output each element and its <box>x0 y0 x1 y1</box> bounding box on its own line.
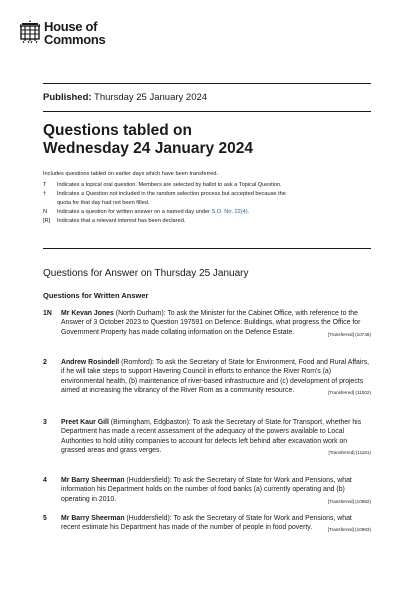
legend-item <box>43 217 363 226</box>
title-line-1: Questions tabled on <box>43 122 192 139</box>
legend-key: T <box>43 182 47 188</box>
question-body <box>61 418 371 456</box>
top-divider <box>43 83 371 84</box>
member-name: Mr Barry Sheerman <box>61 477 125 484</box>
question-text: To ask the Minister for the Cabinet Office, with reference to the Answer of 3 October 2023 to Question 197591 on Defence: Buildings, what progress the Office for Government Property has made collating information on the Defence Estate. <box>61 310 361 336</box>
question-item <box>43 476 373 506</box>
question-text: To ask the Secretary of State for Environment, Food and Rural Affairs, if he will take steps to support Havering Council in efforts to enhance the River Rom's (a) environmental health, (b) maintenance of river-based infrastructure and (c) development of projects aimed at increasing the vibrancy of the River Rom as a community resource. <box>61 359 370 395</box>
constituency: (Romford): <box>119 359 156 366</box>
member-name: Preet Kaur Gill <box>61 419 109 426</box>
legend-text: Indicates a topical oral question. Members are selected by ballot to ask a Topical Question. <box>57 182 282 188</box>
question-number: 1N <box>43 310 52 317</box>
legend-key: [R] <box>43 218 51 224</box>
question-item <box>43 418 373 458</box>
page-title <box>43 122 253 158</box>
house-of-commons-logo <box>20 20 105 46</box>
member-name: Mr Kevan Jones <box>61 310 114 317</box>
intro-text: Includes questions tabled on earlier days which have been transferred. <box>43 171 219 177</box>
question-number: 5 <box>43 515 47 522</box>
question-tag: [Transferred] (10749) <box>327 331 371 337</box>
constituency: (Huddersfield): <box>124 515 174 522</box>
question-body <box>61 476 371 504</box>
question-body <box>61 514 371 533</box>
member-name: Mr Barry Sheerman <box>61 515 125 522</box>
member-name: Andrew Rosindell <box>61 359 120 366</box>
legend-text-end: . <box>247 209 250 215</box>
logo-line-2: Commons <box>44 32 106 47</box>
question-text: To ask the Secretary of State for Work and Pensions, what information his Department holds on the number of food banks (a) currently operating and (b) operating in 2010. <box>61 477 352 503</box>
subsection-heading: Questions for Written Answer <box>43 291 149 300</box>
legend-text: Indicates a Question not included in the random selection process but accepted because the quota for that day had not been filled. <box>57 191 286 206</box>
legend-item <box>43 190 363 208</box>
legend-key: † <box>43 191 47 197</box>
question-item <box>43 358 373 398</box>
constituency: (Huddersfield): <box>124 477 174 484</box>
legend-item <box>43 181 363 190</box>
question-tag: [Transferred] (11161) <box>328 450 371 456</box>
published-line <box>43 92 207 103</box>
standing-order-link[interactable]: S.O. No. 22(4) <box>211 209 248 215</box>
legend-text-container <box>57 208 363 217</box>
legend-text: Indicates a question for written answer on a named day under <box>57 209 212 215</box>
logo-line-1: House of <box>44 19 98 34</box>
question-number: 4 <box>43 477 47 484</box>
section-divider <box>43 248 371 249</box>
published-divider <box>43 111 371 112</box>
question-body <box>61 309 371 337</box>
question-body <box>61 358 371 396</box>
legend-key: N <box>43 209 48 215</box>
intro-block <box>43 170 363 226</box>
constituency: (North Durham): <box>113 310 168 317</box>
question-item <box>43 309 373 339</box>
constituency: (Birmingham, Edgbaston): <box>108 419 193 426</box>
question-number: 3 <box>43 419 47 426</box>
question-item <box>43 514 373 535</box>
title-line-2: Wednesday 24 January 2024 <box>43 140 253 157</box>
question-tag: [Transferred] (11002) <box>328 390 371 396</box>
portcullis-icon <box>20 20 40 44</box>
question-tag: [Transferred] (10982) <box>327 498 371 504</box>
question-number: 2 <box>43 359 47 366</box>
question-text: To ask the Secretary of State for Work and Pensions, what recent estimate his Department has made of the number of people in food poverty. <box>61 515 352 532</box>
legend-item <box>43 208 363 217</box>
legend-text: Indicates that a relevant interest has been declared. <box>57 218 186 224</box>
question-tag: [Transferred] (10983) <box>327 527 371 533</box>
question-text: To ask the Secretary of State for Transport, whether his Department has made a recent assessment of the adequacy of the powers available to Local Authorities to hold utility companies to account for defects left behind after excavation work on grassed areas and grass verges. <box>61 419 362 455</box>
published-date: Thursday 25 January 2024 <box>94 92 208 103</box>
published-label: Published: <box>43 92 92 103</box>
section-heading: Questions for Answer on Thursday 25 January <box>43 268 249 279</box>
